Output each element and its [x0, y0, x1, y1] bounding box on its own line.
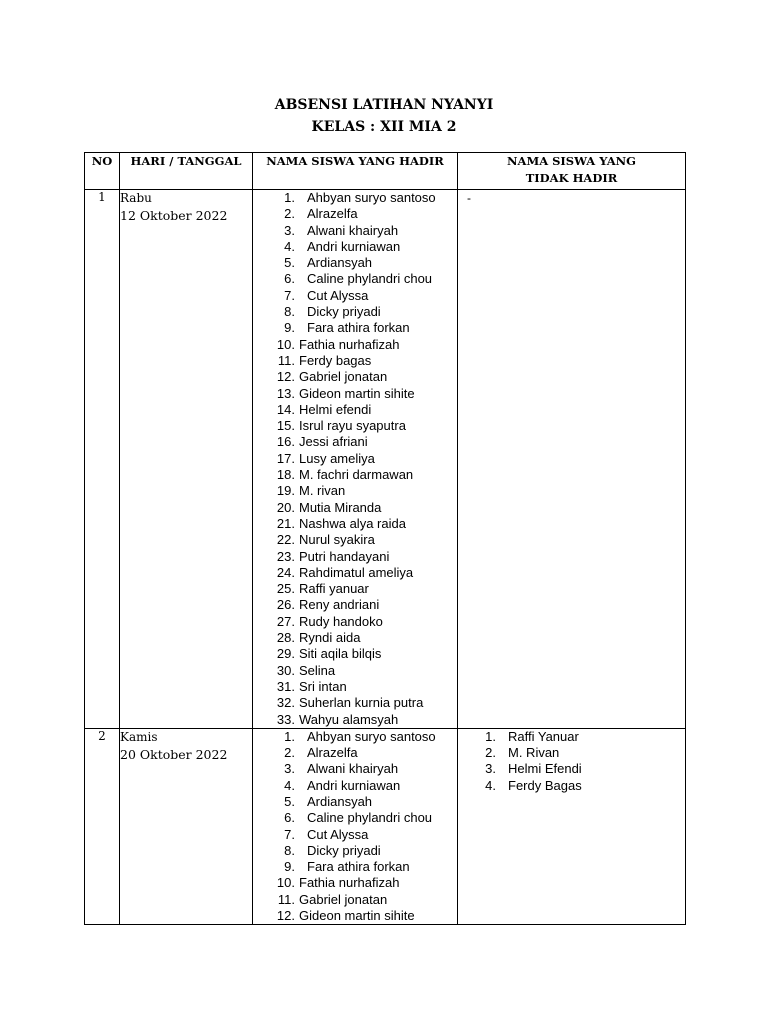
list-item — [253, 745, 457, 761]
student-name: Ahbyan suryo santoso — [307, 728, 436, 744]
list-item — [253, 827, 457, 843]
list-item — [253, 695, 457, 711]
student-name: Alwani khairyah — [307, 222, 399, 238]
student-name: Selina — [299, 662, 336, 678]
list-item — [253, 337, 457, 353]
list-number: 4. — [284, 238, 295, 254]
list-number: 11. — [277, 352, 295, 368]
list-item — [253, 875, 457, 891]
list-item — [253, 483, 457, 499]
list-number: 1. — [284, 728, 295, 744]
list-number: 23. — [276, 548, 295, 564]
list-item — [458, 761, 685, 777]
student-name: Andri kurniawan — [307, 238, 401, 254]
list-number: 5. — [284, 255, 295, 271]
list-number: 33. — [276, 711, 295, 727]
list-item — [253, 190, 457, 206]
list-number: 2. — [284, 206, 295, 222]
header-absent-line1: NAMA SISWA YANG — [507, 154, 636, 168]
list-item — [253, 810, 457, 826]
list-number: 18. — [276, 467, 295, 483]
list-item — [253, 712, 457, 728]
list-number: 15. — [276, 418, 295, 434]
list-item — [253, 908, 457, 924]
student-name: Helmi efendi — [299, 401, 372, 417]
list-number: 25. — [276, 581, 295, 597]
student-name: Sri intan — [299, 678, 347, 694]
document-subtitle: KELAS : XII MIA 2 — [311, 119, 457, 135]
list-item — [253, 892, 457, 908]
student-name: Isrul rayu syaputra — [299, 418, 406, 434]
list-number: 8. — [284, 842, 295, 858]
student-name: Ardiansyah — [307, 793, 373, 809]
header-no: NO — [85, 153, 120, 190]
list-number: 3. — [284, 761, 295, 777]
row-day-date — [120, 728, 253, 925]
list-item — [253, 597, 457, 613]
list-item — [458, 745, 685, 761]
row-number: 1 — [85, 190, 120, 729]
list-item — [253, 353, 457, 369]
student-name: Cut Alyssa — [307, 287, 369, 303]
list-item — [253, 516, 457, 532]
list-number: 31. — [276, 678, 295, 694]
document-title: ABSENSI LATIHAN NYANYI — [274, 97, 494, 113]
row-number: 2 — [85, 728, 120, 925]
list-item — [253, 434, 457, 450]
list-number: 26. — [276, 597, 295, 613]
student-name: Gabriel jonatan — [299, 369, 388, 385]
student-name: Alrazelfa — [307, 745, 358, 761]
date-label: 12 Oktober 2022 — [120, 208, 228, 223]
row-day-date — [120, 190, 253, 729]
list-item — [253, 729, 457, 745]
list-number: 30. — [276, 662, 295, 678]
list-number: 13. — [276, 385, 295, 401]
absent-students-list — [458, 729, 685, 794]
student-name: Helmi Efendi — [508, 761, 582, 777]
list-number: 24. — [276, 564, 295, 580]
absent-students-cell — [458, 190, 686, 729]
list-number: 7. — [284, 287, 295, 303]
list-item — [253, 369, 457, 385]
list-number: 1. — [284, 190, 295, 205]
list-item — [253, 761, 457, 777]
list-number: 2. — [284, 745, 295, 761]
list-number: 22. — [276, 532, 295, 548]
list-item — [253, 663, 457, 679]
list-number: 14. — [276, 401, 295, 417]
student-name: Raffi yanuar — [299, 581, 369, 597]
present-students-list — [253, 190, 457, 728]
student-name: Ryndi aida — [299, 630, 361, 646]
list-item — [253, 859, 457, 875]
list-item — [253, 500, 457, 516]
list-item — [253, 402, 457, 418]
list-number: 8. — [284, 304, 295, 320]
student-name: Alwani khairyah — [307, 761, 399, 777]
list-number: 9. — [284, 859, 295, 875]
list-number: 9. — [284, 320, 295, 336]
list-number: 20. — [276, 499, 295, 515]
student-name: Lusy ameliya — [299, 450, 375, 466]
list-number: 21. — [276, 515, 295, 531]
student-name: Nurul syakira — [299, 532, 375, 548]
student-name: Ahbyan suryo santoso — [307, 190, 436, 205]
list-number: 10. — [276, 875, 295, 891]
list-number: 12. — [276, 369, 295, 385]
list-item — [458, 729, 685, 745]
student-name: M. Rivan — [508, 745, 560, 761]
list-item — [253, 304, 457, 320]
list-number: 7. — [284, 826, 295, 842]
list-number: 6. — [284, 271, 295, 287]
list-number: 3. — [485, 761, 496, 777]
student-name: Fathia nurhafizah — [299, 336, 400, 352]
list-item — [253, 320, 457, 336]
student-name: Gideon martin sihite — [299, 908, 415, 924]
student-name: Mutia Miranda — [299, 499, 382, 515]
list-item — [253, 467, 457, 483]
student-name: Alrazelfa — [307, 206, 358, 222]
list-item — [253, 565, 457, 581]
list-number: 28. — [276, 630, 295, 646]
student-name: Gideon martin sihite — [299, 385, 415, 401]
student-name: Reny andriani — [299, 597, 380, 613]
list-item — [253, 288, 457, 304]
student-name: Rudy handoko — [299, 613, 383, 629]
list-item — [253, 418, 457, 434]
student-name: Jessi afriani — [299, 434, 368, 450]
list-number: 5. — [284, 793, 295, 809]
present-students-cell — [253, 190, 458, 729]
student-name: Andri kurniawan — [307, 777, 401, 793]
present-students-cell — [253, 728, 458, 925]
student-name: M. fachri darmawan — [299, 467, 414, 483]
list-item — [253, 532, 457, 548]
list-number: 29. — [276, 646, 295, 662]
student-name: Ferdy bagas — [299, 352, 372, 368]
list-item — [253, 451, 457, 467]
student-name: Siti aqila bilqis — [299, 646, 382, 662]
list-item — [253, 549, 457, 565]
student-name: Caline phylandri chou — [307, 271, 433, 287]
student-name: Gabriel jonatan — [299, 891, 388, 907]
list-number: 17. — [276, 450, 295, 466]
list-item — [253, 223, 457, 239]
list-number: 1. — [485, 728, 496, 744]
header-absent-line2: TIDAK HADIR — [525, 171, 618, 185]
list-number: 4. — [485, 777, 496, 793]
list-number: 4. — [284, 777, 295, 793]
student-name: Dicky priyadi — [307, 842, 381, 858]
student-name: M. rivan — [299, 483, 346, 499]
student-name: Fara athira forkan — [307, 859, 410, 875]
student-name: Caline phylandri chou — [307, 810, 433, 826]
list-item — [253, 239, 457, 255]
list-item — [253, 581, 457, 597]
student-name: Putri handayani — [299, 548, 390, 564]
list-number: 12. — [276, 908, 295, 924]
list-number: 6. — [284, 810, 295, 826]
header-absent — [458, 153, 686, 190]
present-students-list — [253, 729, 457, 925]
list-number: 27. — [276, 613, 295, 629]
list-number: 19. — [276, 483, 295, 499]
list-item — [253, 843, 457, 859]
table-row — [85, 190, 686, 729]
list-number: 11. — [277, 891, 295, 907]
student-name: Raffi Yanuar — [508, 728, 579, 744]
list-number: 2. — [485, 745, 496, 761]
student-name: Fara athira forkan — [307, 320, 410, 336]
day-label: Kamis — [120, 729, 158, 744]
table-header-row — [85, 153, 686, 190]
table-row — [85, 728, 686, 925]
list-item — [253, 386, 457, 402]
list-item — [253, 679, 457, 695]
student-name: Ferdy Bagas — [508, 777, 582, 793]
header-present: NAMA SISWA YANG HADIR — [253, 153, 458, 190]
header-date: HARI / TANGGAL — [120, 153, 253, 190]
student-name: Cut Alyssa — [307, 826, 369, 842]
student-name: Nashwa alya raida — [299, 515, 406, 531]
list-number: 32. — [276, 695, 295, 711]
list-item — [253, 271, 457, 287]
list-item — [458, 778, 685, 794]
day-label: Rabu — [120, 191, 152, 205]
student-name: Suherlan kurnia putra — [299, 695, 424, 711]
student-name: Wahyu alamsyah — [299, 711, 399, 727]
list-item — [253, 206, 457, 222]
student-name: Fathia nurhafizah — [299, 875, 400, 891]
list-item — [253, 794, 457, 810]
list-item — [253, 646, 457, 662]
attendance-table — [84, 152, 686, 925]
absent-students-cell — [458, 728, 686, 925]
date-label: 20 Oktober 2022 — [120, 746, 228, 762]
student-name: Ardiansyah — [307, 255, 373, 271]
list-item — [253, 255, 457, 271]
student-name: Rahdimatul ameliya — [299, 564, 414, 580]
absent-none-text: - — [467, 191, 471, 205]
list-number: 16. — [276, 434, 295, 450]
student-name: Dicky priyadi — [307, 304, 381, 320]
list-item — [253, 630, 457, 646]
list-number: 10. — [276, 336, 295, 352]
list-item — [253, 778, 457, 794]
list-item — [253, 614, 457, 630]
list-number: 3. — [284, 222, 295, 238]
